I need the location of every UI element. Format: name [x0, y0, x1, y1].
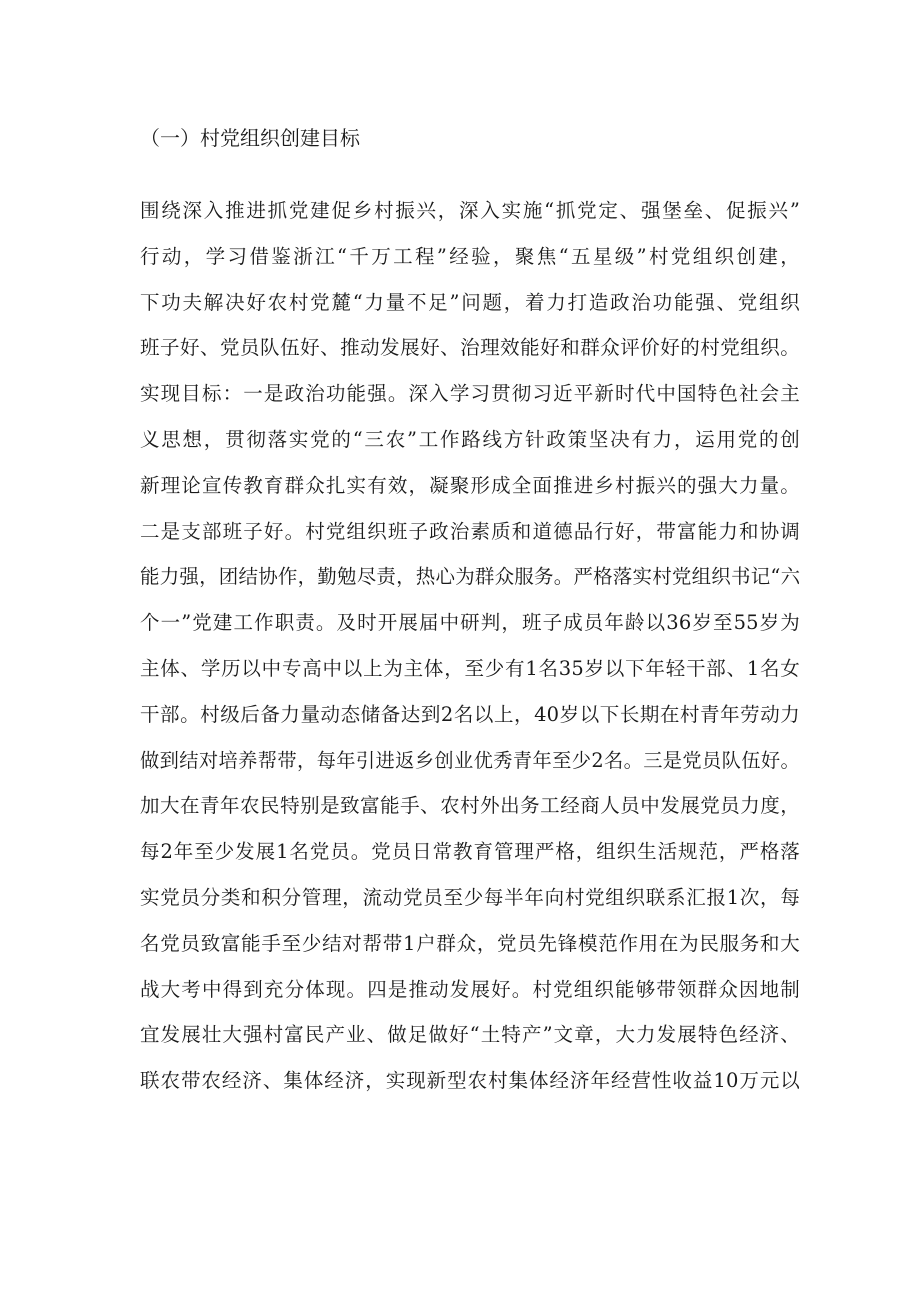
paragraph-line: 义思想，贯彻落实党的“三农”工作路线方针政策坚决有力，运用党的创 [140, 427, 800, 451]
paragraph-line: 能力强，团结协作，勤勉尽责，热心为群众服务。严格落实村党组织书记“六 [140, 565, 801, 589]
paragraph-line: 行动，学习借鉴浙江“千万工程”经验，聚焦“五星级”村党组织创建， [140, 244, 800, 268]
paragraph-line: 下功夫解决好农村党麓“力量不足”问题，着力打造政治功能强、党组织 [140, 290, 800, 314]
paragraph-line: 战大考中得到充分体现。四是推动发展好。村党组织能够带领群众因地制 [140, 977, 800, 1001]
paragraph-line: 个一”党建工作职责。及时开展届中研判，班子成员年龄以36岁至55岁为 [140, 611, 800, 635]
paragraph-line: 新理论宣传教育群众扎实有效，凝聚形成全面推进乡村振兴的强大力量。 [140, 473, 800, 497]
paragraph-line: 宜发展壮大强村富民产业、做足做好“土特产”文章，大力发展特色经济、 [140, 1023, 800, 1047]
paragraph-line: 干部。村级后备力量动态储备达到2名以上，40岁以下长期在村青年劳动力 [140, 702, 800, 726]
paragraph-line: 实现目标：一是政治功能强。深入学习贯彻习近平新时代中国特色社会主 [140, 382, 800, 406]
section-heading: （一）村党组织创建目标 [140, 126, 360, 150]
paragraph-line: 联农带农经济、集体经济，实现新型农村集体经济年经营性收益10万元以 [140, 1069, 800, 1093]
body-paragraph [140, 188, 800, 1104]
paragraph-line: 实党员分类和积分管理，流动党员至少每半年向村党组织联系汇报1次，每 [140, 885, 800, 909]
paragraph-line: 每2年至少发展1名党员。党员日常教育管理严格，组织生活规范，严格落 [140, 840, 800, 864]
paragraph-line: 围绕深入推进抓党建促乡村振兴，深入实施“抓党定、强堡垒、促振兴” [140, 199, 800, 222]
paragraph-line: 加大在青年农民特别是致富能手、农村外出务工经商人员中发展党员力度， [140, 794, 800, 818]
paragraph-line: 主体、学历以中专高中以上为主体，至少有1名35岁以下年轻干部、1名女 [140, 656, 800, 680]
paragraph-line: 二是支部班子好。村党组织班子政治素质和道德品行好，带富能力和协调 [140, 519, 800, 543]
paragraph-line: 名党员致富能手至少结对帮带1户群众，党员先锋模范作用在为民服务和大 [140, 931, 800, 955]
paragraph-line: 班子好、党员队伍好、推动发展好、治理效能好和群众评价好的村党组织。 [140, 336, 800, 360]
paragraph-line: 做到结对培养帮带，每年引进返乡创业优秀青年至少2名。三是党员队伍好。 [140, 748, 800, 772]
